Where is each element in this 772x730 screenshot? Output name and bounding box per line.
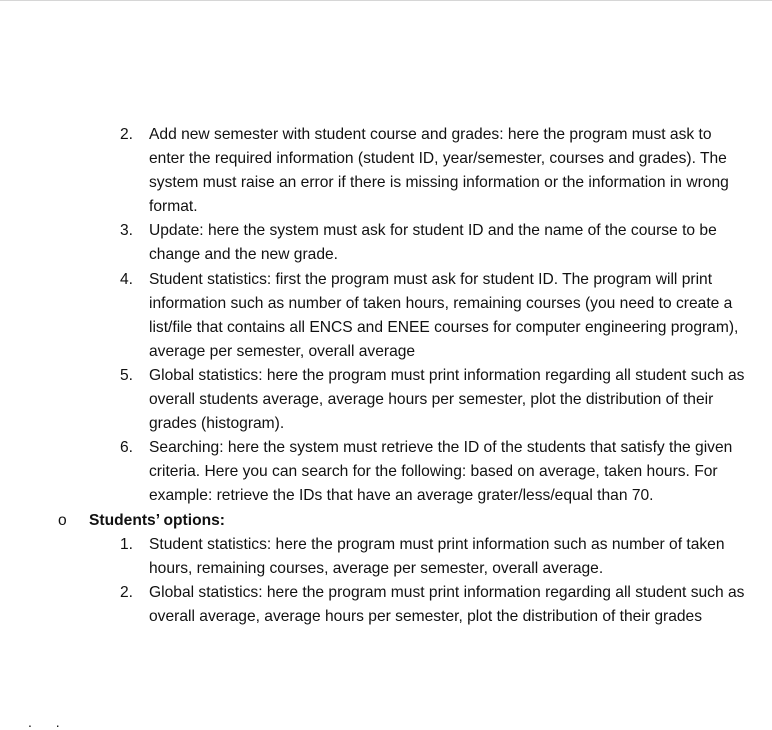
list-text: Student statistics: here the program must print information such as number of taken hours, remaining courses, average per semester, overall average. bbox=[149, 535, 725, 577]
students-options-heading bbox=[0, 509, 772, 533]
list-item bbox=[0, 533, 772, 581]
list-text: Global statistics: here the program must print information regarding all student such as overall students average, average hours per semester, plot the distribution of their grades (histogram). bbox=[149, 366, 745, 433]
list-text: Add new semester with student course and grades: here the program must ask to enter the required information (student ID, year/semester, courses and grades). The system must raise an error if there is missing information or the information in wrong format. bbox=[149, 126, 729, 216]
list-number: 2. bbox=[120, 583, 134, 601]
circle-bullet-icon: o bbox=[58, 511, 67, 529]
list-item bbox=[0, 123, 772, 219]
document-body bbox=[0, 123, 772, 629]
admin-options-list bbox=[0, 123, 772, 509]
list-text: Update: here the system must ask for student ID and the name of the course to be change and the new grade. bbox=[149, 222, 717, 264]
list-item bbox=[0, 219, 772, 267]
list-number: 1. bbox=[120, 535, 134, 553]
list-number: 6. bbox=[120, 439, 134, 457]
stray-marks: . . bbox=[28, 714, 70, 730]
list-item bbox=[0, 436, 772, 508]
list-item bbox=[0, 268, 772, 364]
section-heading-text: Students’ options: bbox=[89, 511, 226, 529]
page-top-border bbox=[0, 0, 772, 1]
list-number: 4. bbox=[120, 270, 134, 288]
list-item bbox=[0, 364, 772, 436]
list-item bbox=[0, 581, 772, 629]
list-text: Global statistics: here the program must print information regarding all student such as overall average, average hours per semester, plot the distribution of their grades bbox=[149, 583, 745, 625]
list-text: Student statistics: first the program must ask for student ID. The program will print information such as number of taken hours, remaining courses (you need to create a list/file that contains all ENCS and ENEE courses for computer engineering program), average per semester, overall average bbox=[149, 270, 739, 360]
students-options-list bbox=[0, 533, 772, 629]
list-number: 5. bbox=[120, 366, 134, 384]
list-number: 2. bbox=[120, 126, 134, 143]
list-text: Searching: here the system must retrieve the ID of the students that satisfy the given criteria. Here you can search for the following: based on average, taken hours. For example: retrieve the IDs that have an average grater/less/equal than 70. bbox=[149, 439, 733, 505]
list-number: 3. bbox=[120, 222, 134, 240]
